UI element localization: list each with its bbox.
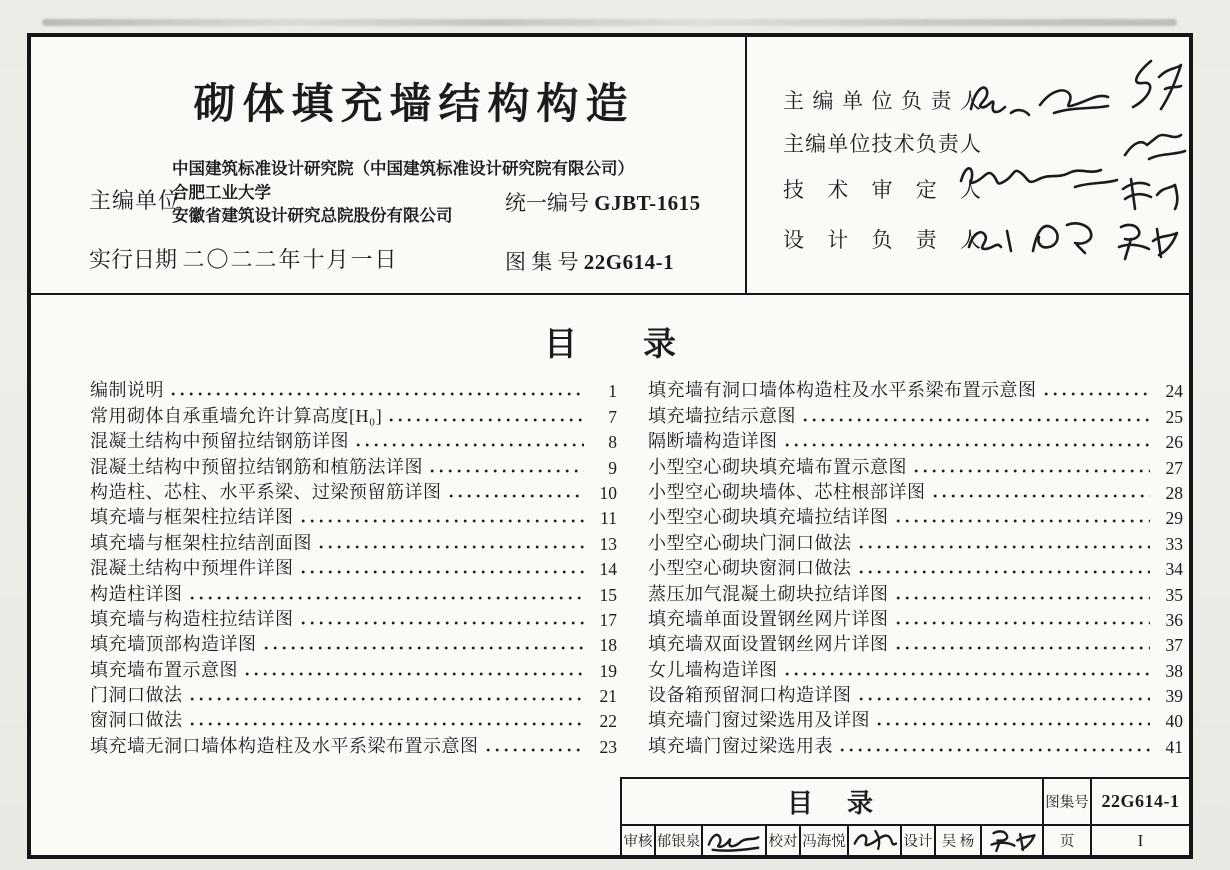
atlas-number-value: 22G614-1 (583, 250, 675, 274)
toc-entry-page: 1 (608, 381, 617, 402)
toc-entry-title: 填充墙拉结示意图 (648, 405, 796, 426)
titleblock-atlas-label: 图集号 (1042, 779, 1090, 824)
toc-entry (90, 479, 617, 504)
page-title: 砌体填充墙结构构造 (193, 80, 635, 127)
toc-entry (90, 504, 617, 529)
toc-entry (90, 606, 617, 631)
dot-leader (785, 670, 1151, 678)
toc-heading: 目 录 (544, 325, 676, 362)
toc-entry-page: 26 (1165, 432, 1183, 453)
toc-entry-page: 25 (1165, 406, 1183, 427)
designer-signature (980, 826, 1042, 855)
effective-date-label: 实行日期 (89, 247, 178, 272)
toc-entry-title: 设备箱预留洞口构造详图 (648, 685, 852, 706)
dot-leader (859, 543, 1151, 551)
toc-entry-page: 38 (1165, 660, 1183, 681)
toc-entry-page: 10 (599, 482, 617, 503)
designer-role: 设计 (900, 826, 934, 855)
signature (1107, 219, 1181, 263)
toc-entry (90, 631, 617, 656)
toc-entry-page: 22 (599, 711, 617, 732)
toc-entry (90, 682, 617, 707)
signature (1023, 217, 1103, 255)
toc-entry-page: 7 (608, 406, 617, 427)
dot-leader (171, 390, 584, 398)
toc-entry (648, 707, 1183, 732)
toc-entry (90, 428, 617, 453)
titleblock-row-bottom (622, 826, 1189, 855)
toc-columns (31, 377, 1189, 758)
effective-date-value: 二〇二二年十月一日 (182, 247, 399, 272)
dot-leader (877, 720, 1150, 728)
toc-entry-page: 29 (1165, 508, 1183, 529)
header-left (31, 37, 747, 293)
toc-entry-page: 15 (599, 584, 617, 605)
toc-entry-title: 构造柱、芯柱、水平系梁、过梁预留筋详图 (90, 481, 442, 502)
official-label-tech-chief: 主编单位技术负责人 (783, 132, 981, 156)
unified-number-label: 统一编号 (505, 191, 589, 215)
dot-leader (301, 517, 585, 525)
chief-editor-label: 主编单位 (89, 188, 182, 213)
toc-entry-title: 填充墙双面设置钢丝网片详图 (648, 634, 889, 655)
toc-entry-title: 女儿墙构造详图 (648, 659, 778, 680)
toc-entry-title: 填充墙门窗过梁选用表 (648, 735, 833, 756)
toc-entry (90, 656, 617, 681)
dot-leader (896, 619, 1151, 627)
toc-entry-page: 28 (1165, 482, 1183, 503)
toc-entry (648, 428, 1183, 453)
toc-entry-page: 21 (599, 686, 617, 707)
atlas-number-row (505, 246, 674, 276)
toc-entry-title: 小型空心砌块墙体、芯柱根部详图 (648, 481, 926, 502)
toc-entry-title: 填充墙顶部构造详图 (90, 634, 257, 655)
toc-entry-page: 18 (599, 635, 617, 656)
toc-entry (90, 555, 617, 580)
toc-entry-title: 填充墙与构造柱拉结详图 (90, 608, 294, 629)
sheet-frame (27, 33, 1193, 859)
dot-leader (389, 416, 584, 424)
toc-entry (648, 682, 1183, 707)
designer-name: 吴 杨 (934, 826, 980, 855)
toc-entry (90, 732, 617, 757)
toc-entry-page: 34 (1165, 559, 1183, 580)
toc-entry-title: 窗洞口做法 (90, 710, 183, 731)
dot-leader (190, 594, 585, 602)
toc-entry (648, 453, 1183, 478)
dot-leader (301, 568, 585, 576)
page-number: I (1090, 826, 1189, 855)
dot-leader (190, 720, 585, 728)
org-line: 安徽省建筑设计研究总院股份有限公司 (172, 206, 453, 225)
reviewer-signature (701, 826, 765, 855)
toc-entry-page: 23 (599, 736, 617, 757)
toc-entry (90, 580, 617, 605)
scan-artifact (42, 19, 1177, 26)
official-label-designer: 设计负责人 (783, 228, 981, 252)
official-label-chief: 主编单位负责人 (783, 89, 981, 113)
toc-entry-page: 19 (599, 660, 617, 681)
sheet-titleblock (620, 777, 1189, 855)
toc-entry-page: 27 (1165, 457, 1183, 478)
dot-leader (1044, 390, 1151, 398)
org-line: 中国建筑标准设计研究院（中国建筑标准设计研究院有限公司） (172, 159, 634, 178)
toc-entry-title: 填充墙门窗过梁选用及详图 (648, 710, 870, 731)
toc-entry-title: 填充墙有洞口墙体构造柱及水平系梁布置示意图 (648, 380, 1037, 401)
dot-leader (859, 568, 1151, 576)
toc-entry-page: 41 (1165, 736, 1183, 757)
signature (957, 155, 1121, 193)
toc-entry-page: 37 (1165, 635, 1183, 656)
toc-entry-title: 小型空心砌块填充墙布置示意图 (648, 456, 907, 477)
toc-entry (90, 707, 617, 732)
reviewer-role: 审核 (623, 834, 653, 850)
dot-leader (449, 492, 585, 500)
dot-leader (245, 670, 584, 678)
checker-role: 校对 (765, 826, 799, 855)
dot-leader (840, 746, 1150, 754)
toc-entry-page: 14 (599, 559, 617, 580)
toc-entry (648, 606, 1183, 631)
signature (1036, 79, 1114, 119)
dot-leader (914, 467, 1150, 475)
toc-entry-page: 8 (608, 432, 617, 453)
table-of-contents (31, 327, 1189, 758)
toc-entry (648, 631, 1183, 656)
toc-entry-title: 填充墙与框架柱拉结剖面图 (90, 532, 312, 553)
toc-entry-title: 蒸压加气混凝土砌块拉结详图 (648, 583, 889, 604)
dot-leader (190, 695, 585, 703)
dot-leader (486, 746, 585, 754)
signature (965, 77, 1035, 123)
signature (1121, 127, 1189, 163)
dot-leader (896, 594, 1151, 602)
signature (963, 223, 1019, 255)
toc-entry (90, 453, 617, 478)
toc-column-left (90, 377, 617, 758)
toc-entry-title: 小型空心砌块门洞口做法 (648, 532, 852, 553)
org-line: 合肥工业大学 (172, 182, 271, 202)
dot-leader (264, 644, 585, 652)
titleblock-atlas-value: 22G614-1 (1090, 779, 1189, 824)
toc-entry-page: 35 (1165, 584, 1183, 605)
toc-entry-title: 隔断墙构造详图 (648, 431, 778, 452)
unified-number-value: GJBT-1615 (594, 191, 701, 215)
toc-entry-page: 17 (599, 609, 617, 630)
dot-leader (859, 695, 1151, 703)
toc-entry (648, 580, 1183, 605)
dot-leader (933, 492, 1151, 500)
toc-entry (648, 732, 1183, 757)
toc-entry-title: 常用砌体自承重墙允许计算高度[H₀] (90, 405, 383, 426)
toc-entry-page: 11 (600, 508, 617, 529)
toc-entry-page: 9 (608, 457, 617, 478)
toc-entry (648, 529, 1183, 554)
titleblock-row-top (622, 779, 1189, 826)
dot-leader (356, 441, 584, 449)
toc-entry (648, 504, 1183, 529)
page-label: 页 (1042, 826, 1090, 855)
toc-entry-page: 36 (1165, 609, 1183, 630)
toc-entry (648, 656, 1183, 681)
toc-entry-title: 小型空心砌块窗洞口做法 (648, 558, 852, 579)
checker-signature (847, 826, 900, 855)
toc-entry-page: 33 (1165, 533, 1183, 554)
toc-entry-page: 40 (1165, 711, 1183, 732)
toc-entry-page: 24 (1165, 381, 1183, 402)
toc-entry-title: 混凝土结构中预埋件详图 (90, 558, 294, 579)
dot-leader (803, 416, 1150, 424)
dot-leader (319, 543, 584, 551)
toc-entry-title: 混凝土结构中预留拉结钢筋详图 (90, 431, 349, 452)
signature (1117, 173, 1185, 213)
toc-column-right (648, 377, 1183, 758)
dot-leader (896, 517, 1151, 525)
toc-entry-page: 39 (1165, 686, 1183, 707)
dot-leader (785, 441, 1151, 449)
checker-name: 冯海悦 (799, 826, 847, 855)
unified-number-row (505, 187, 701, 217)
title-header (31, 37, 1189, 295)
toc-entry (90, 402, 617, 427)
toc-entry (648, 479, 1183, 504)
dot-leader (430, 467, 584, 475)
toc-entry-title: 混凝土结构中预留拉结钢筋和植筋法详图 (90, 456, 423, 477)
sheet-title: 目 录 (786, 788, 877, 818)
toc-entry-page: 13 (599, 533, 617, 554)
toc-entry-title: 门洞口做法 (90, 685, 183, 706)
reviewer-name: 郁银泉 (654, 826, 701, 855)
official-label-approver: 技术审定人 (783, 178, 981, 202)
toc-entry (90, 529, 617, 554)
toc-entry-title: 填充墙布置示意图 (90, 659, 238, 680)
toc-entry-title: 构造柱详图 (90, 583, 183, 604)
toc-entry (648, 377, 1183, 402)
dot-leader (896, 644, 1151, 652)
toc-entry (90, 377, 617, 402)
atlas-number-label: 图 集 号 (505, 250, 579, 274)
toc-entry (648, 555, 1183, 580)
signature-panel (747, 37, 1189, 293)
toc-entry (648, 402, 1183, 427)
toc-entry-title: 填充墙与框架柱拉结详图 (90, 507, 294, 528)
toc-entry-title: 编制说明 (90, 380, 164, 401)
dot-leader (301, 619, 585, 627)
effective-date-row (89, 243, 399, 274)
toc-entry-title: 小型空心砌块填充墙拉结详图 (648, 507, 889, 528)
signature (1115, 55, 1185, 119)
toc-entry-title: 填充墙无洞口墙体构造柱及水平系梁布置示意图 (90, 735, 479, 756)
toc-entry-title: 填充墙单面设置钢丝网片详图 (648, 608, 889, 629)
